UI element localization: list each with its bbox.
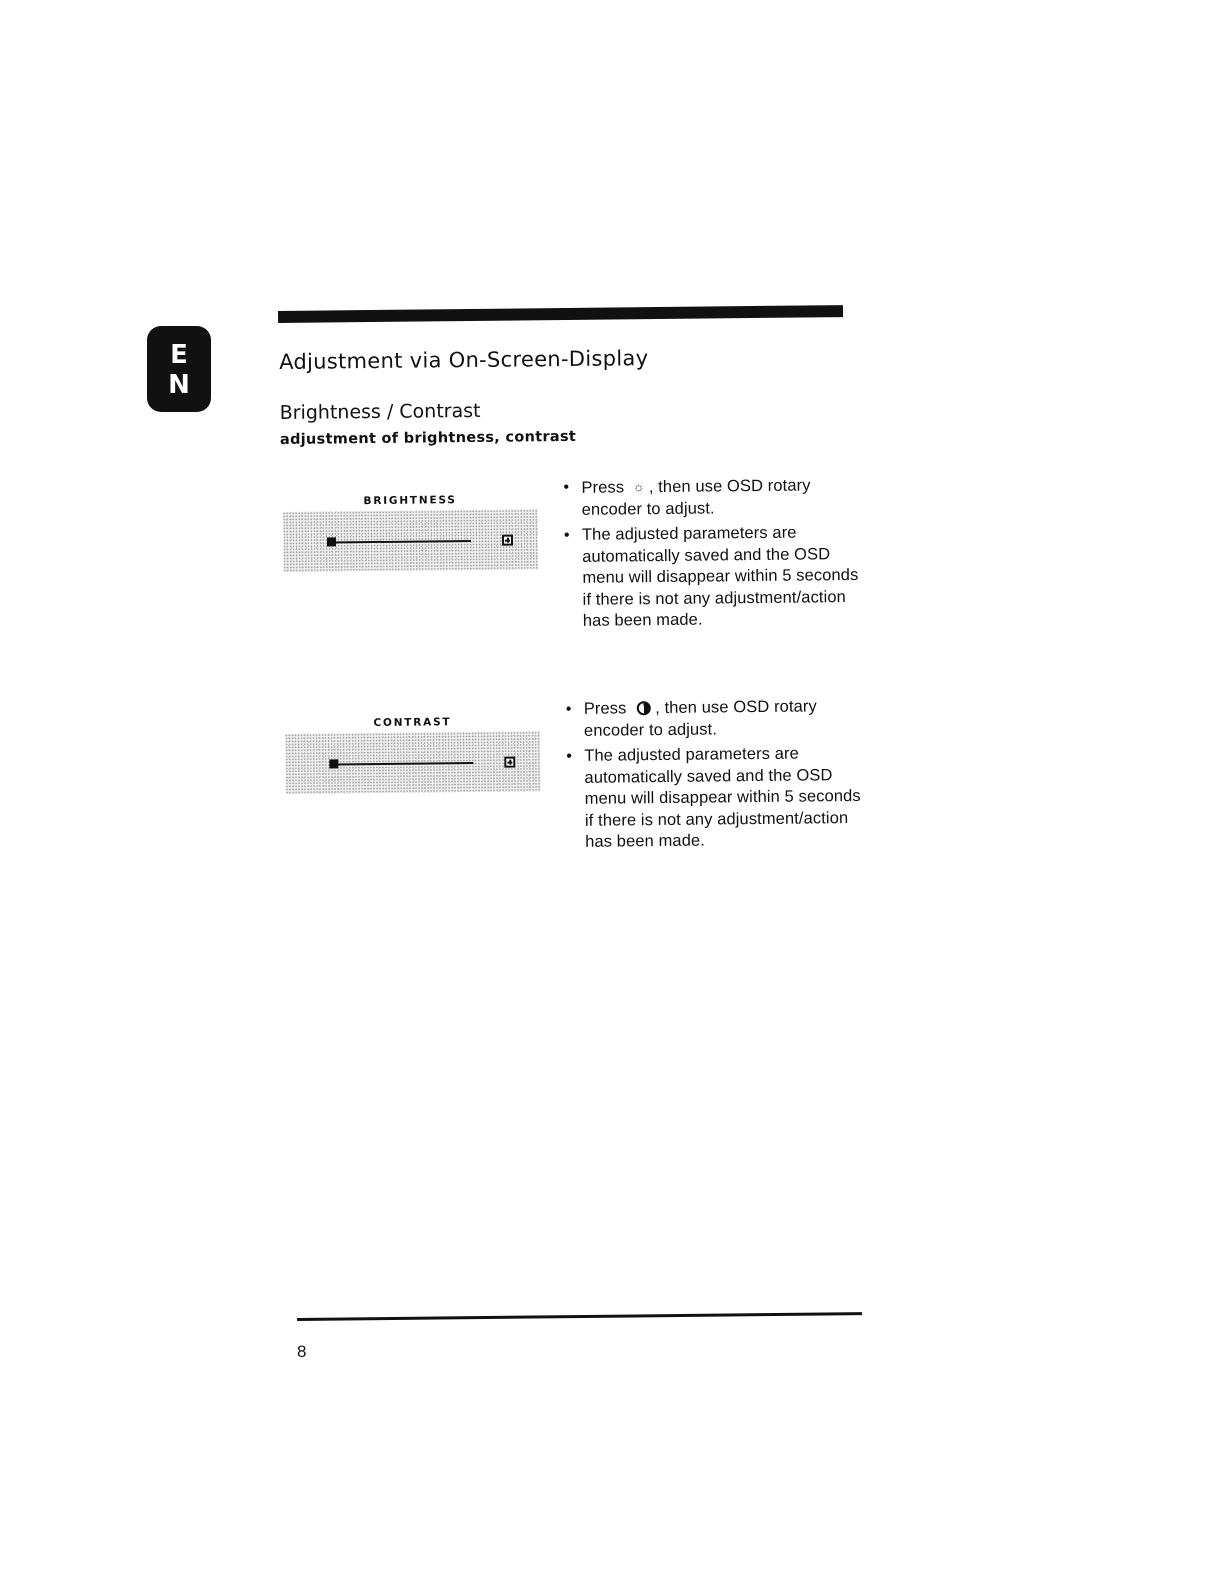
brightness-osd-panel: [283, 509, 539, 572]
bullet-dot: •: [565, 700, 572, 719]
language-tab: [147, 326, 211, 412]
language-letter-n: N: [168, 370, 190, 400]
sun-icon: ☼: [632, 479, 645, 495]
brightness-press-prefix: Press: [581, 478, 625, 497]
bottom-rule: [297, 1312, 862, 1321]
brightness-slider-plus-icon: [502, 535, 513, 546]
bullet-dot: •: [566, 747, 573, 766]
contrast-instructions: [566, 696, 868, 858]
contrast-step-autosave: [566, 743, 867, 854]
contrast-slider-track: [333, 762, 473, 765]
brightness-osd-label: BRIGHTNESS: [363, 494, 457, 508]
brightness-slider-minus: [327, 537, 336, 546]
contrast-press-prefix: Press: [583, 699, 627, 718]
brightness-press-suffix: , then use OSD rotary encoder to adjust.: [581, 476, 811, 519]
contrast-slider-plus-icon: [504, 757, 515, 768]
contrast-slider-minus: [329, 759, 338, 768]
brightness-step-autosave: [564, 522, 865, 633]
contrast-step-press: [566, 696, 866, 742]
brightness-instructions: [563, 474, 865, 637]
contrast-icon: [637, 701, 651, 715]
brightness-section: [280, 474, 880, 630]
bullet-dot: •: [563, 478, 570, 497]
top-rule: [278, 305, 843, 323]
bullet-dot: •: [563, 526, 570, 545]
brightness-osd-illustration: [282, 477, 538, 575]
page-content: [279, 344, 880, 851]
contrast-press-suffix: , then use OSD rotary encoder to adjust.: [583, 697, 817, 740]
contrast-autosave-text: The adjusted parameters are automatically saved and the OSD menu will disappear within 5 seconds if there is not any adjustment/action has been made.: [584, 744, 861, 851]
brightness-step-press: [563, 474, 863, 521]
contrast-osd-label: CONTRAST: [373, 716, 452, 730]
brightness-autosave-text: The adjusted parameters are automatically saved and the OSD menu will disappear within 5 seconds if there is not any adjustment/action has been made.: [581, 523, 859, 630]
contrast-osd-panel: [285, 731, 541, 794]
page-title: Adjustment via On-Screen-Display: [279, 346, 649, 374]
contrast-osd-illustration: [285, 699, 541, 797]
brightness-slider-track: [331, 540, 471, 543]
section-subheading: adjustment of brightness, contrast: [279, 428, 577, 448]
contrast-section: [283, 696, 883, 851]
language-letter-e: E: [170, 340, 188, 370]
page-number: 8: [297, 1342, 307, 1361]
section-heading: Brightness / Contrast: [279, 399, 481, 424]
